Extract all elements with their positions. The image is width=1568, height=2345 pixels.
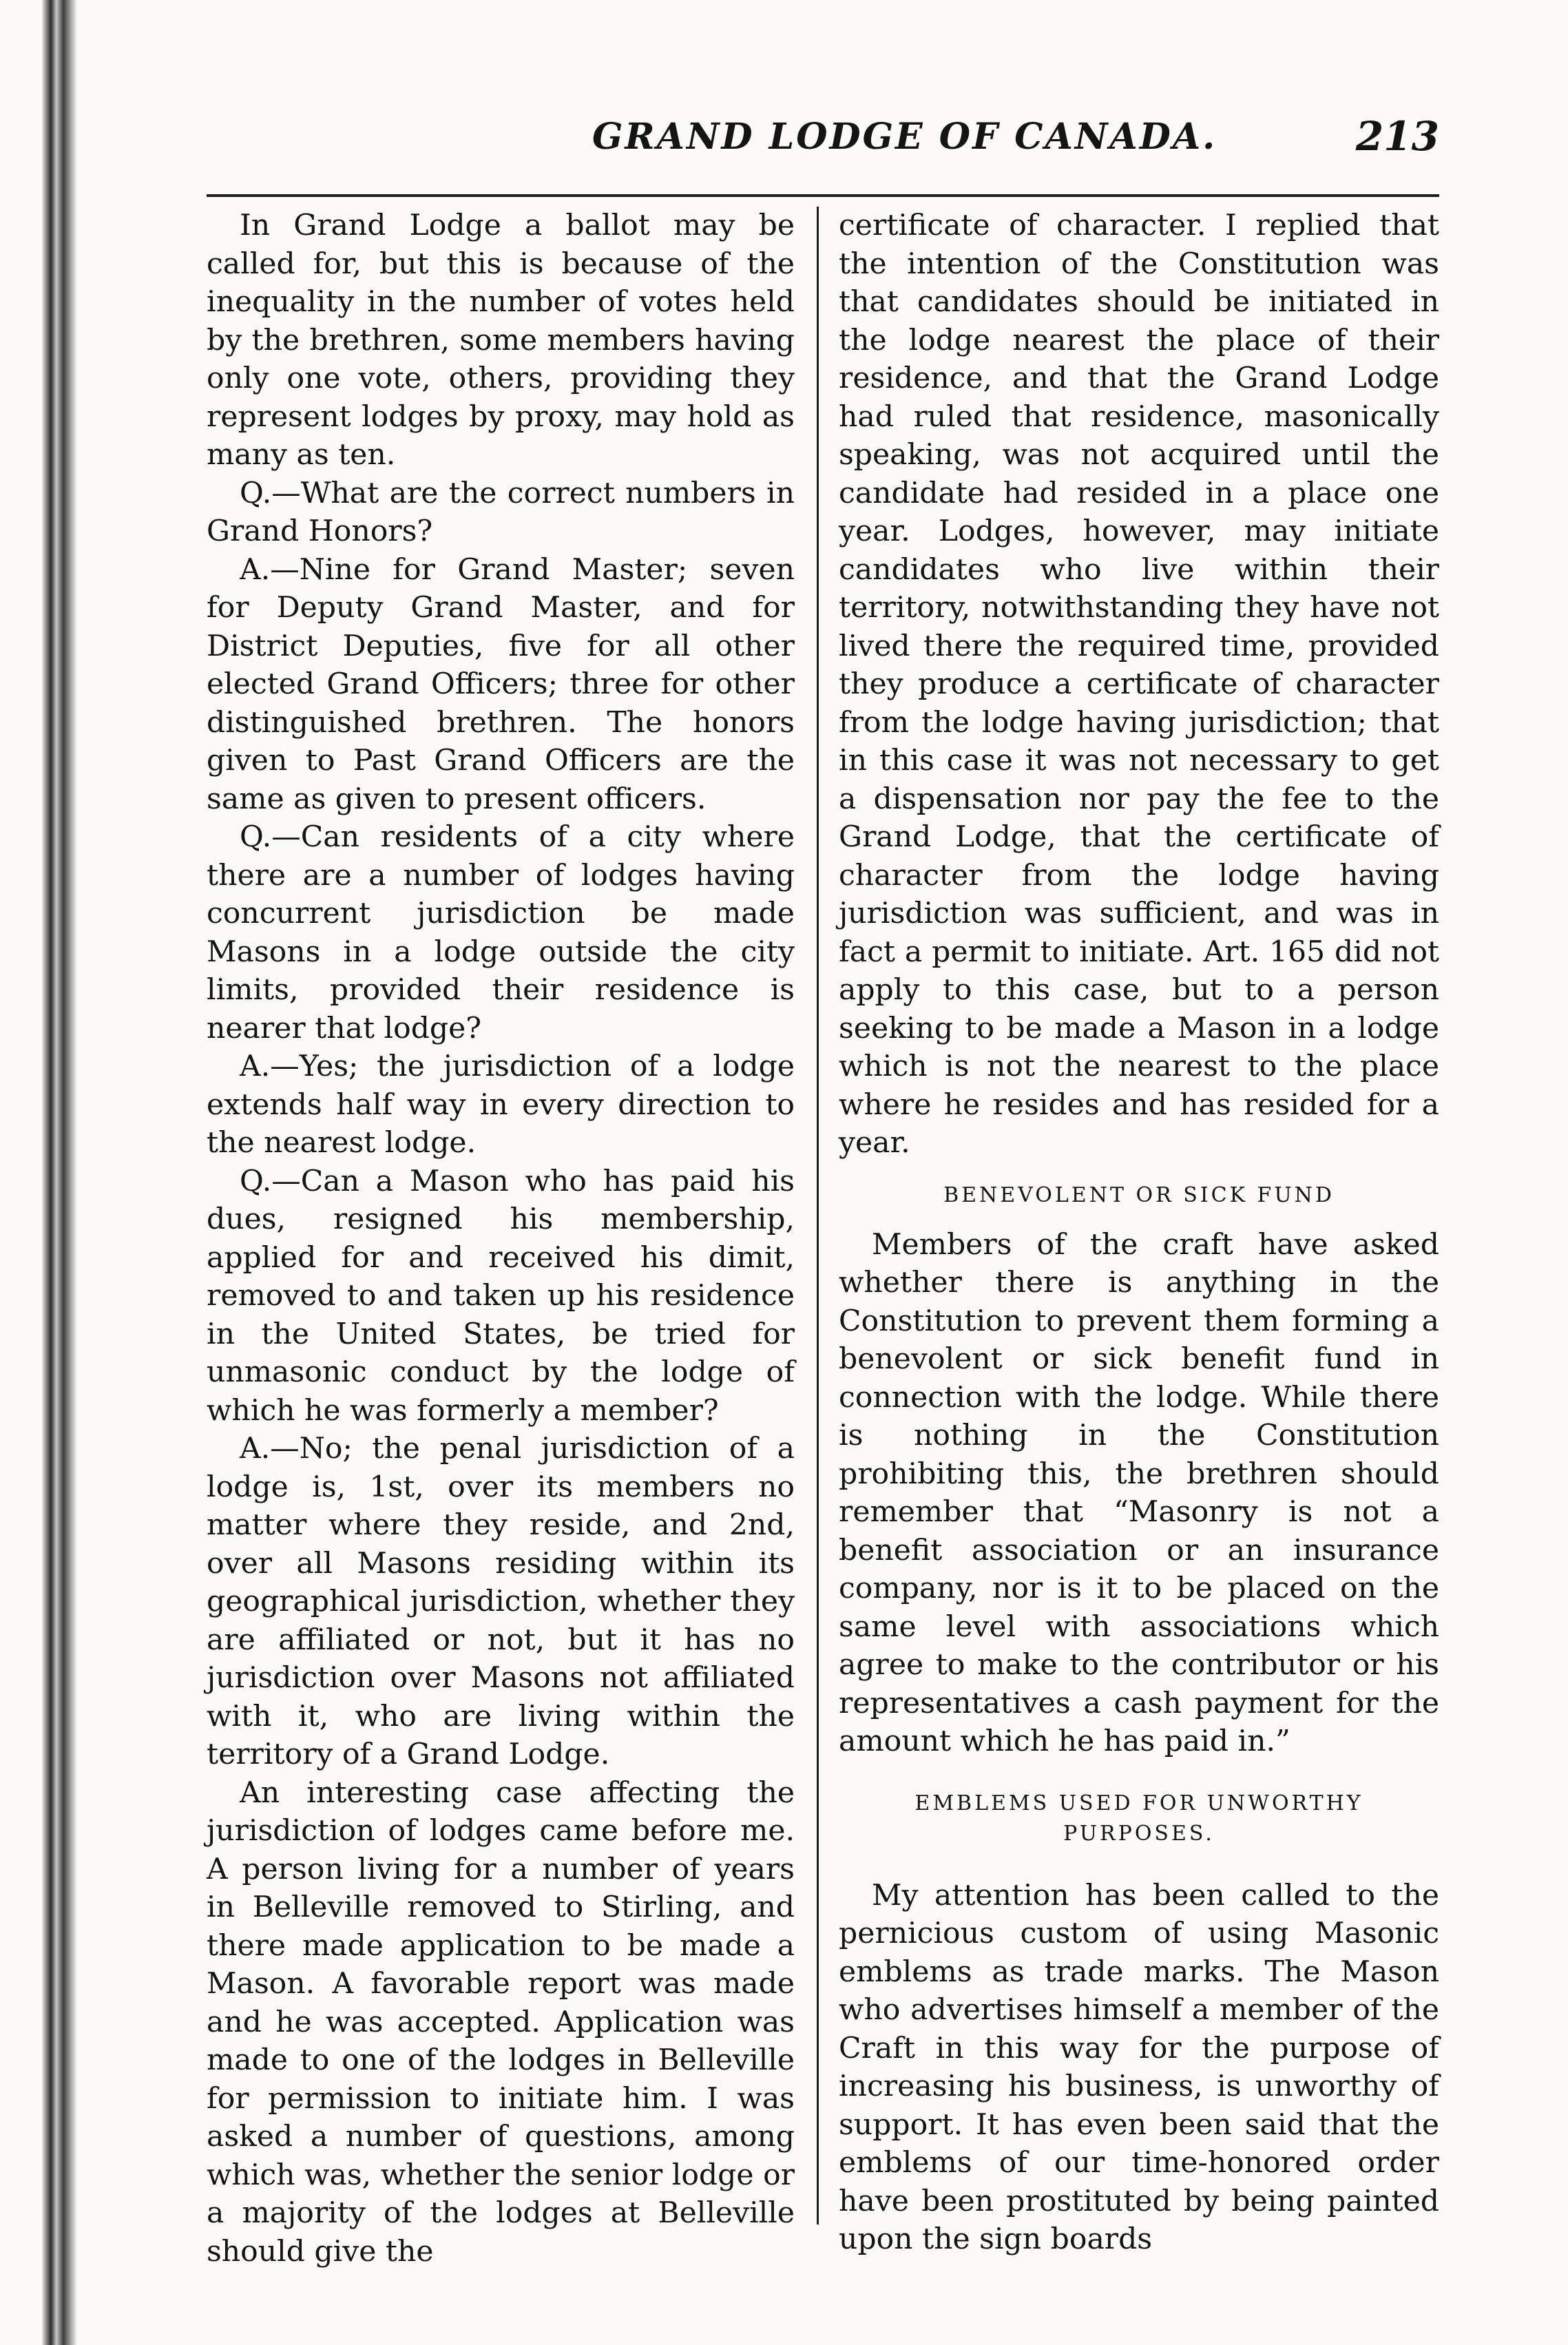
paragraph-ballot: In Grand Lodge a ballot may be called for, but this is because of the inequality in the number of votes held by the brethren, some members having only one vote, others, providing they represent lodges by proxy, may hold as many as ten.	[207, 209, 795, 472]
header-rule	[207, 194, 1439, 197]
paragraph-emblems: My attention has been called to the pernicious custom of using Masonic emblems as trade marks. The Mason who advertises himself a member of the Craft in this way for the purpose of increasing his business, is unworthy of support. It has even been said that the emblems of our time-honored order have been prostituted by being painted upon the sign boards	[839, 1878, 1439, 2256]
left-column	[207, 207, 795, 2269]
running-title: GRAND LODGE OF CANADA.	[592, 116, 1217, 158]
right-column	[839, 207, 1439, 2256]
heading-emblems: EMBLEMS USED FOR UNWORTHY PURPOSES.	[914, 1791, 1363, 1846]
question-concurrent-jurisdiction: Q.—Can residents of a city where there are a number of lodges having concurrent jurisdiction be made Masons in a lodge outside the city limits, provided their residence is nearer that lodge?	[207, 820, 795, 1045]
answer-penal-jurisdiction: A.—No; the penal jurisdiction of a lodge is, 1st, over its members no matter where they reside, and 2nd, over all Masons residing within its geographical jurisdiction, whether they are affiliated or not, but it has no jurisdiction over Masons not affiliated with it, who are living within the territory of a Grand Lodge.	[207, 1432, 795, 1771]
answer-grand-honors: A.—Nine for Grand Master; seven for Deputy Grand Master, and for District Deputies, five for all other elected Grand Officers; three for other distinguished brethren. The honors given to Past Grand Officers are the same as given to present officers.	[207, 552, 795, 816]
question-dimitted-mason: Q.—Can a Mason who has paid his dues, resigned his membership, applied for and received his dimit, removed to and taken up his residence in the United States, be tried for unmasonic conduct by the lodge of which he was formerly a member?	[207, 1164, 795, 1428]
page-number: 213	[1355, 113, 1439, 160]
page-header	[207, 107, 1439, 185]
paragraph-benevolent-fund: Members of the craft have asked whether there is anything in the Constitution to prevent them forming a benevolent or sick benefit fund in connection with the lodge. While there is nothing in the Constitution prohibiting this, the brethren should remember that “Masonry is not a benefit association or an insurance company, nor is it to be placed on the same level with associations which agree to make to the contributor or his representatives a cash payment for the amount which he has paid in.”	[839, 1227, 1439, 1758]
paragraph-certificate-continuation: certificate of character. I replied that the intention of the Constitution was that candidates should be initiated in the lodge nearest the place of their residence, and that the Grand Lodge had ruled that residence, masonically speaking, was not acquired until the candidate had resided in a place one year. Lodges, however, may initiate candidates who live within their territory, notwithstanding they have not lived there the required time, provided they produce a certificate of character from the lodge having jurisdiction; that in this case it was not necessary to get a dispensation nor pay the fee to the Grand Lodge, that the certificate of character from the lodge having jurisdiction was sufficient, and was in fact a permit to initiate. Art. 165 did not apply to this case, but to a person seeking to be made a Mason in a lodge which is not the nearest to the place where he resides and has resided for a year.	[839, 209, 1439, 1160]
book-binding-edge	[0, 0, 103, 2345]
paragraph-belleville-case: An interesting case affecting the jurisdiction of lodges came before me. A person living for a number of years in Belleville removed to Stirling, and there made application to be made a Mason. A favorable report was made and he was accepted. Application was made to one of the lodges in Belleville for permission to initiate him. I was asked a number of questions, among which was, whether the senior lodge or a majority of the lodges at Belleville should give the	[207, 1775, 795, 2269]
column-divider	[817, 207, 819, 2224]
heading-benevolent-fund: BENEVOLENT OR SICK FUND	[943, 1182, 1335, 1207]
question-grand-honors: Q.—What are the correct numbers in Grand Honors?	[207, 476, 795, 548]
answer-concurrent-jurisdiction: A.—Yes; the jurisdiction of a lodge extends half way in every direction to the nearest lodge.	[207, 1050, 795, 1160]
